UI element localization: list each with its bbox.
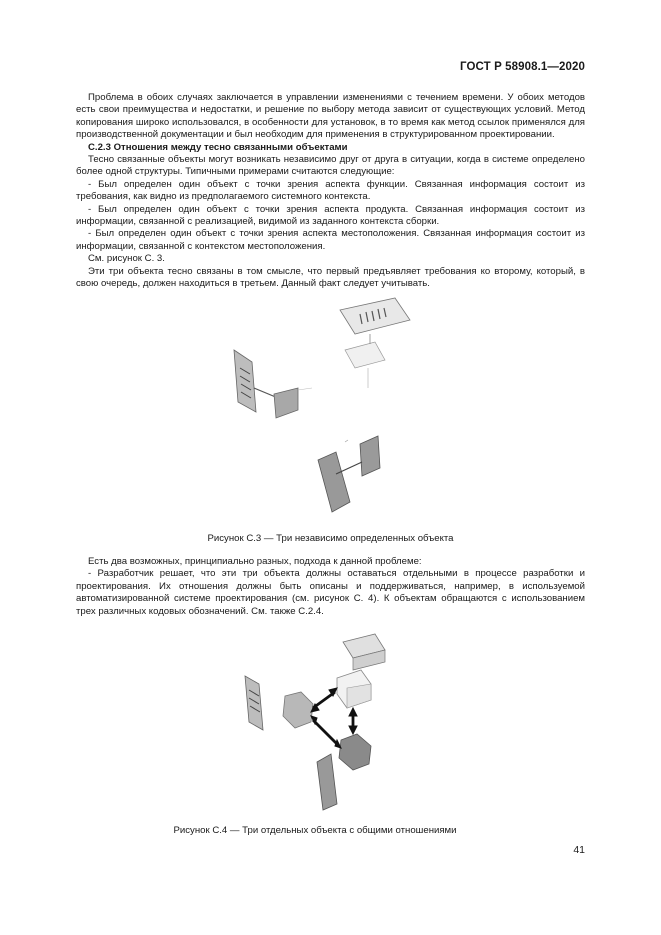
paragraph: Эти три объекта тесно связаны в том смысле, что первый предъявляет требования ко второму, который, в свою очередь, должен находиться в третьем. Данный факт следует учитывать. bbox=[76, 265, 585, 290]
figure-c3-caption: Рисунок С.3 — Три независимо определенных объекта bbox=[207, 533, 454, 544]
figure-c4-caption: Рисунок С.4 — Три отдельных объекта с общими отношениями bbox=[173, 825, 457, 836]
product-object-icon bbox=[317, 734, 371, 810]
function-object-icon bbox=[245, 676, 313, 730]
paragraph: Проблема в обоих случаях заключается в управлении изменениями с течением времени. У обоих методов есть свои преимущества и недостатки, и решение по выбору метода зависит от существующих условий. Метод копирования широко использовался, в особенности для установок, в то время как метод ссылок применялся для производственной документации и был необходим для применения в структурированном проектировании. bbox=[76, 92, 585, 141]
location-object-icon bbox=[337, 634, 385, 708]
paragraph: - Был определен один объект с точки зрения аспекта продукта. Связанная информация состоит из информации, связанной с реализацией, видимой из заданного контекста сборки. bbox=[76, 203, 585, 228]
figure-c4 bbox=[225, 628, 465, 820]
figure-c3 bbox=[220, 292, 460, 522]
product-object-icon bbox=[318, 436, 380, 512]
paragraph: - Был определен один объект с точки зрения аспекта местоположения. Связанная информация состоит из информации, связанной с контекстом местоположения. bbox=[76, 228, 585, 252]
paragraph: Тесно связанные объекты могут возникать независимо друг от друга в ситуации, когда в системе определено более одной структуры. Типичными примерами считаются следующие: bbox=[76, 154, 585, 178]
text-block-2 bbox=[76, 556, 585, 618]
function-object-icon bbox=[234, 350, 312, 418]
paragraph: См. рисунок С. 3. bbox=[88, 253, 165, 265]
section-heading: С.2.3 Отношения между тесно связанными объектами bbox=[88, 141, 348, 153]
paragraph: - Разработчик решает, что эти три объекта должны оставаться отдельными в процессе разработки и проектирования. Их отношения должны быть описаны и поддерживаться, например, в используемой автоматизированной системе проектирования (см. рисунок С. 4). К объектам обращаются с использованием трех различных кодовых обозначений. См. также С.2.4. bbox=[76, 568, 585, 617]
page-number: 41 bbox=[573, 844, 585, 856]
location-object-icon bbox=[340, 298, 410, 388]
text-block-1 bbox=[76, 92, 585, 291]
paragraph: - Был определен один объект с точки зрения аспекта функции. Связанная информация состоит из требования, как видно из предполагаемого системного контекста. bbox=[76, 178, 585, 203]
paragraph: Есть два возможных, принципиально разных, подхода к данной проблеме: bbox=[88, 556, 422, 567]
document-header: ГОСТ Р 58908.1—2020 bbox=[460, 61, 585, 73]
